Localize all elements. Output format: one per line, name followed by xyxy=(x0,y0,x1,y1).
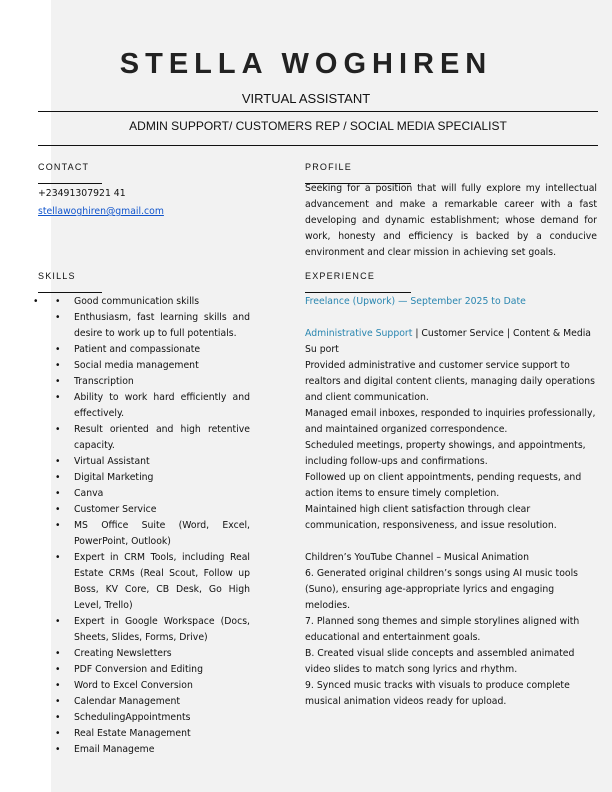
experience-line: Scheduled meetings, property showings, and appointments, including follow-ups and confirmations. xyxy=(305,440,586,467)
skills-list xyxy=(38,294,250,758)
profile-text: Seeking for a position that will fully explore my intellectual advancement and make a remarkable career with a fast developing and dynamic establishment; whose demand for work, honesty and efficiency is backed by a conducive environment and clear mission in achieving set goals. xyxy=(305,183,597,258)
job-title-youtube: Children’s YouTube Channel – Musical Animation xyxy=(305,552,530,563)
experience-line: Maintained high client satisfaction through clear communication, responsiveness, and issue resolution. xyxy=(305,504,557,531)
skill-item: • Expert in Google Workspace (Docs, Sheets, Slides, Forms, Drive) xyxy=(38,614,250,646)
skill-item: • Ability to work hard efficiently and effectively. xyxy=(38,390,250,422)
email-link[interactable]: stellawoghiren@gmail.com xyxy=(38,206,164,217)
experience-line: 9. Synced music tracks with visuals to produce complete musical animation videos ready for upload. xyxy=(305,680,570,707)
heading-underline xyxy=(305,292,411,293)
job-title: VIRTUAL ASSISTANT xyxy=(241,91,371,106)
contact-heading: CONTACT xyxy=(38,162,90,172)
experience-heading: EXPERIENCE xyxy=(305,271,376,281)
experience-line: Followed up on client appointments, pending requests, and action items to ensure timely completion. xyxy=(305,472,582,499)
experience-line: 6. Generated original children’s songs using AI music tools (Suno), ensuring age-appropriate lyrics and engaging melodies. xyxy=(305,568,579,611)
job-role xyxy=(305,326,600,358)
skill-item: • Enthusiasm, fast learning skills and desire to work up to full potentials. xyxy=(38,310,250,342)
skill-item: • SchedulingAppointments xyxy=(38,710,250,726)
skill-item: • Social media management xyxy=(38,358,250,374)
skill-item: • Result oriented and high retentive capacity. xyxy=(38,422,250,454)
heading-underline xyxy=(38,183,102,184)
skills-heading: SKILLS xyxy=(38,271,76,281)
skill-item: • Creating Newsletters xyxy=(38,646,250,662)
divider xyxy=(38,145,598,146)
skill-item: • Expert in CRM Tools, including Real Estate CRMs (Real Scout, Follow up Boss, KV Core, CB Desk, Go High Level, Trello) xyxy=(38,550,250,614)
experience-line: Managed email inboxes, responded to inquiries professionally, and maintained organized correspondence. xyxy=(305,408,596,435)
skill-item: • Email Manageme xyxy=(38,742,250,758)
experience-line: B. Created visual slide concepts and assembled animated video slides to match song lyrics and rhythm. xyxy=(305,648,575,675)
skill-item: • Good communication skills • xyxy=(38,294,250,310)
role-admin: Administrative Support xyxy=(305,328,413,339)
experience-line: 7. Planned song themes and simple storylines aligned with educational and entertainment goals. xyxy=(305,616,580,643)
profile-heading: PROFILE xyxy=(305,162,352,172)
heading-underline xyxy=(38,292,102,293)
skill-item: • Transcription xyxy=(38,374,250,390)
skill-item: • PDF Conversion and Editing xyxy=(38,662,250,678)
experience-line: Provided administrative and customer service support to realtors and digital content clients, managing daily operations and client communication. xyxy=(305,360,595,403)
skill-item: • Word to Excel Conversion xyxy=(38,678,250,694)
experience-section xyxy=(305,294,600,710)
skill-item: • Real Estate Management xyxy=(38,726,250,742)
skill-item: • MS Office Suite (Word, Excel, PowerPoint, Outlook) xyxy=(38,518,250,550)
divider xyxy=(38,111,598,112)
candidate-name: STELLA WOGHIREN xyxy=(119,48,493,80)
job-title-freelance: Freelance (Upwork) — September 2025 to Date xyxy=(305,296,526,307)
subtitle: ADMIN SUPPORT/ CUSTOMERS REP / SOCIAL MEDIA SPECIALIST xyxy=(129,119,507,133)
phone: +23491307921 41 xyxy=(38,188,126,199)
skill-item: • Calendar Management xyxy=(38,694,250,710)
skill-item: • Virtual Assistant xyxy=(38,454,250,470)
skill-item: • Digital Marketing xyxy=(38,470,250,486)
skill-item: • Canva xyxy=(38,486,250,502)
role-rest: | Customer Service | Content & Media Su port xyxy=(305,328,592,355)
skill-item: • Customer Service xyxy=(38,502,250,518)
skill-item: • Patient and compassionate xyxy=(38,342,250,358)
